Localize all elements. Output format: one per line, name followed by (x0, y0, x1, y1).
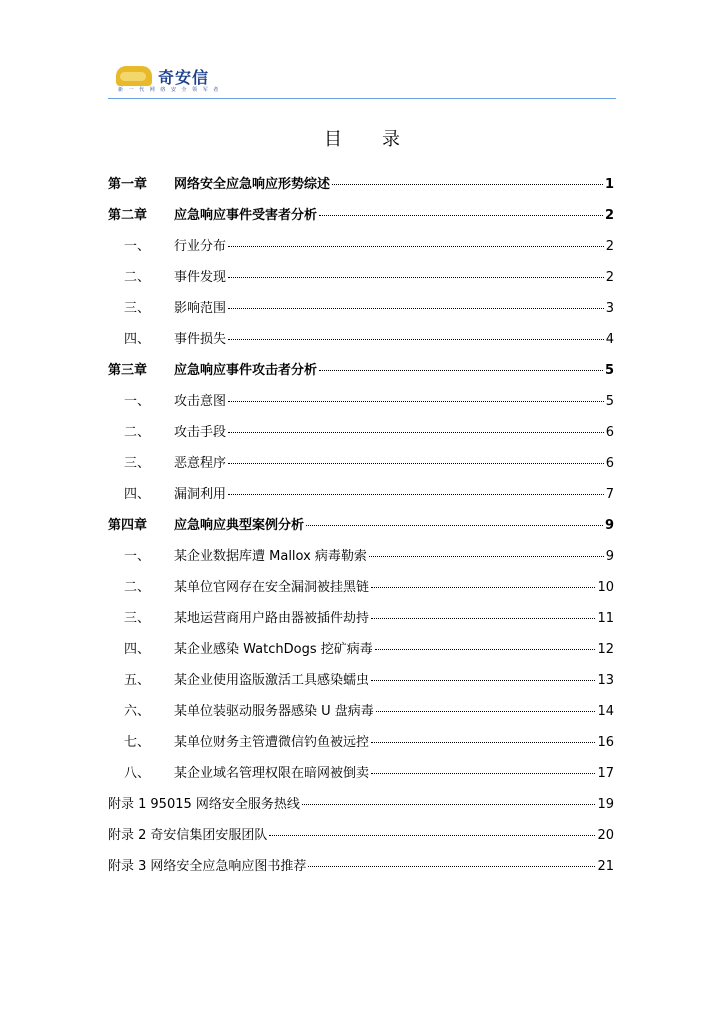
brand-name: 奇安信 (158, 68, 210, 87)
toc-dot-leader (371, 773, 595, 774)
page-title: 目录 (324, 129, 440, 150)
toc-entry-title: 攻击意图 (174, 394, 227, 409)
toc-entry-title: 应急响应典型案例分析 (174, 518, 305, 533)
toc-entry-title: 事件发现 (174, 270, 227, 285)
toc-entry-title: 某企业数据库遭 Mallox 病毒勒索 (174, 549, 367, 564)
toc-entry-title: 某单位财务主管遭微信钓鱼被远控 (174, 735, 370, 750)
toc-entry-title: 事件损失 (174, 332, 227, 347)
toc-entry-section[interactable] (108, 331, 614, 362)
toc-dot-leader (228, 401, 604, 402)
toc-entry-chapter[interactable] (108, 517, 614, 548)
toc-dot-leader (371, 680, 595, 681)
toc-entry-title: 某单位官网存在安全漏洞被挂黑链 (174, 580, 370, 595)
toc-entry-number: 四、 (124, 332, 151, 347)
toc-entry-number: 第二章 (108, 208, 148, 223)
toc-entry-page-number: 12 (597, 642, 614, 657)
toc-entry-section[interactable] (108, 486, 614, 517)
toc-dot-leader (308, 866, 595, 867)
toc-entry-title: 恶意程序 (174, 456, 227, 471)
toc-entry-title: 奇安信集团安服团队 (150, 828, 268, 843)
toc-entry-page-number: 21 (597, 859, 614, 874)
toc-dot-leader (269, 835, 595, 836)
toc-entry-number: 四、 (124, 642, 151, 657)
toc-entry-page-number: 2 (604, 208, 614, 223)
toc-entry-page-number: 10 (597, 580, 614, 595)
toc-entry-page-number: 19 (597, 797, 614, 812)
toc-entry-number: 三、 (124, 301, 151, 316)
toc-entry-section[interactable] (108, 238, 614, 269)
toc-entry-section[interactable] (108, 641, 614, 672)
toc-entry-title: 某企业域名管理权限在暗网被倒卖 (174, 766, 370, 781)
table-of-contents (108, 176, 614, 889)
toc-entry-title: 攻击手段 (174, 425, 227, 440)
toc-entry-number: 一、 (124, 239, 151, 254)
toc-entry-page-number: 11 (597, 611, 614, 626)
toc-entry-page-number: 3 (605, 301, 614, 316)
toc-entry-number: 附录 2 (108, 828, 147, 843)
toc-dot-leader (319, 370, 603, 371)
toc-entry-title: 某企业使用盗版激活工具感染蠕虫 (174, 673, 370, 688)
toc-entry-number: 三、 (124, 456, 151, 471)
toc-dot-leader (369, 556, 604, 557)
toc-entry-appendix[interactable] (108, 858, 614, 889)
toc-dot-leader (319, 215, 603, 216)
toc-dot-leader (228, 308, 604, 309)
toc-entry-page-number: 16 (597, 735, 614, 750)
toc-entry-section[interactable] (108, 300, 614, 331)
toc-entry-page-number: 17 (597, 766, 614, 781)
toc-entry-page-number: 6 (605, 425, 614, 440)
toc-entry-section[interactable] (108, 672, 614, 703)
toc-dot-leader (228, 246, 604, 247)
toc-entry-page-number: 13 (597, 673, 614, 688)
toc-entry-number: 一、 (124, 394, 151, 409)
toc-entry-number: 四、 (124, 487, 151, 502)
toc-entry-section[interactable] (108, 610, 614, 641)
toc-entry-section[interactable] (108, 703, 614, 734)
toc-entry-number: 第四章 (108, 518, 148, 533)
brand-tagline: 新 一 代 网 络 安 全 领 军 者 (118, 87, 221, 93)
toc-entry-title: 行业分布 (174, 239, 227, 254)
toc-entry-title: 某单位装驱动服务器感染 U 盘病毒 (174, 704, 374, 719)
toc-entry-number: 八、 (124, 766, 151, 781)
toc-entry-page-number: 4 (605, 332, 614, 347)
qianxin-logo-icon (116, 66, 152, 86)
toc-entry-appendix[interactable] (108, 796, 614, 827)
page-header (108, 62, 616, 100)
toc-entry-page-number: 1 (604, 177, 614, 192)
toc-entry-title: 漏洞利用 (174, 487, 227, 502)
toc-entry-title: 影响范围 (174, 301, 227, 316)
toc-entry-number: 六、 (124, 704, 151, 719)
toc-entry-title: 网络安全应急响应形势综述 (174, 177, 331, 192)
toc-dot-leader (306, 525, 603, 526)
toc-entry-number: 一、 (124, 549, 151, 564)
toc-entry-page-number: 9 (604, 518, 614, 533)
toc-entry-title: 95015 网络安全服务热线 (150, 797, 300, 812)
toc-dot-leader (371, 587, 595, 588)
toc-entry-number: 附录 3 (108, 859, 147, 874)
toc-dot-leader (302, 804, 596, 805)
toc-entry-page-number: 20 (597, 828, 614, 843)
toc-entry-section[interactable] (108, 393, 614, 424)
toc-dot-leader (228, 277, 604, 278)
toc-entry-page-number: 9 (605, 549, 614, 564)
toc-entry-page-number: 5 (605, 394, 614, 409)
toc-entry-page-number: 14 (597, 704, 614, 719)
toc-dot-leader (376, 711, 596, 712)
toc-entry-section[interactable] (108, 424, 614, 455)
toc-dot-leader (228, 432, 604, 433)
toc-entry-title: 某企业感染 WatchDogs 挖矿病毒 (174, 642, 373, 657)
toc-entry-page-number: 5 (604, 363, 614, 378)
toc-entry-number: 三、 (124, 611, 151, 626)
toc-entry-section[interactable] (108, 269, 614, 300)
toc-entry-title: 应急响应事件攻击者分析 (174, 363, 318, 378)
toc-entry-section[interactable] (108, 765, 614, 796)
toc-entry-number: 二、 (124, 580, 151, 595)
toc-dot-leader (228, 339, 604, 340)
toc-entry-page-number: 7 (605, 487, 614, 502)
toc-entry-page-number: 2 (605, 239, 614, 254)
toc-entry-number: 二、 (124, 270, 151, 285)
toc-entry-section[interactable] (108, 579, 614, 610)
toc-entry-title: 网络安全应急响应图书推荐 (150, 859, 307, 874)
toc-entry-chapter[interactable] (108, 207, 614, 238)
toc-entry-chapter[interactable] (108, 176, 614, 207)
toc-entry-number: 五、 (124, 673, 151, 688)
header-divider (108, 98, 616, 99)
toc-entry-number: 二、 (124, 425, 151, 440)
toc-entry-title: 某地运营商用户路由器被插件劫持 (174, 611, 370, 626)
toc-entry-chapter[interactable] (108, 362, 614, 393)
toc-entry-section[interactable] (108, 455, 614, 486)
toc-entry-page-number: 2 (605, 270, 614, 285)
toc-entry-page-number: 6 (605, 456, 614, 471)
toc-dot-leader (375, 649, 596, 650)
toc-dot-leader (371, 742, 595, 743)
toc-entry-section[interactable] (108, 734, 614, 765)
toc-entry-section[interactable] (108, 548, 614, 579)
toc-dot-leader (228, 463, 604, 464)
toc-entry-title: 应急响应事件受害者分析 (174, 208, 318, 223)
toc-entry-number: 附录 1 (108, 797, 147, 812)
toc-entry-number: 第一章 (108, 177, 148, 192)
toc-dot-leader (371, 618, 595, 619)
toc-dot-leader (332, 184, 603, 185)
toc-entry-number: 第三章 (108, 363, 148, 378)
toc-entry-number: 七、 (124, 735, 151, 750)
toc-dot-leader (228, 494, 604, 495)
toc-entry-appendix[interactable] (108, 827, 614, 858)
